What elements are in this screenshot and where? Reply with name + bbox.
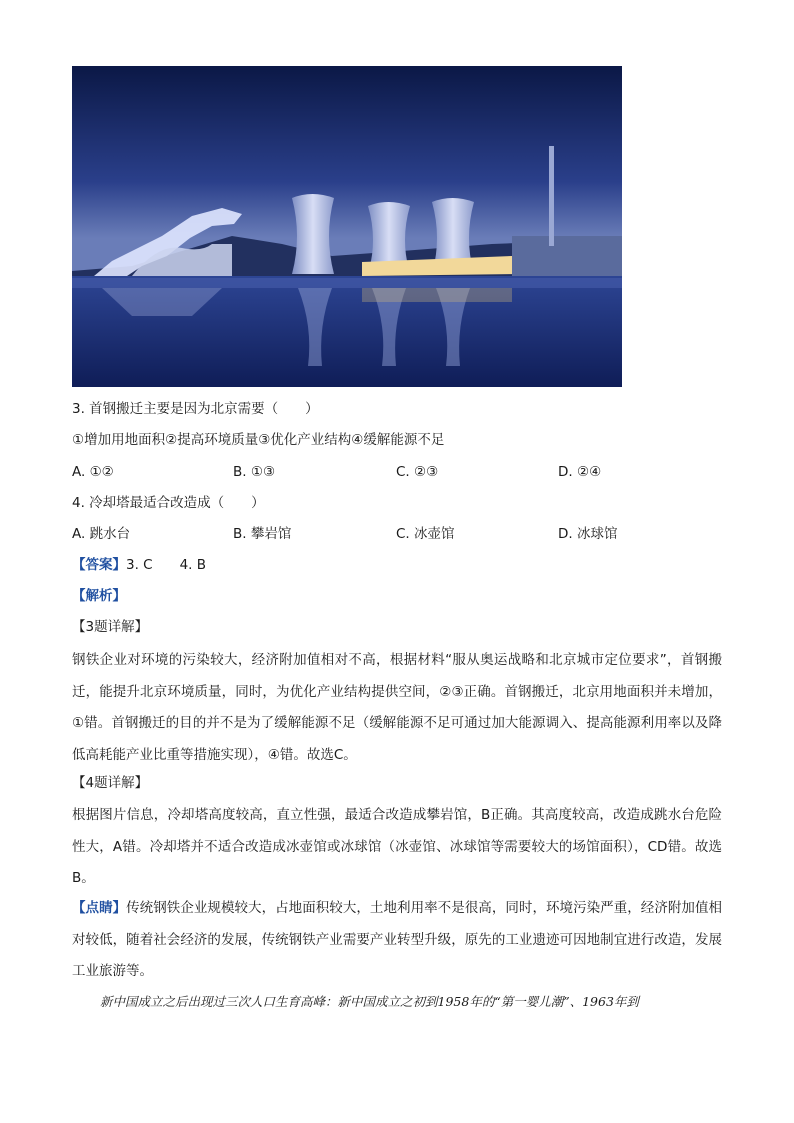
detail-4-label: 【4题详解】 [72, 775, 149, 791]
q3-option-a: A. ①② [72, 464, 114, 480]
footer-note: 新中国成立之后出现过三次人口生育高峰：新中国成立之初到1958年的“第一婴儿潮”、1963年到 [100, 994, 639, 1009]
q3-option-b: B. ①③ [233, 464, 276, 480]
points-label: 【点睛】 [72, 900, 127, 916]
q4-option-a: A. 跳水台 [72, 526, 131, 542]
q3-option-d: D. ②④ [558, 464, 602, 480]
night-photo-of-stadium-and-cooling-towers [72, 66, 622, 387]
q3-option-c: C. ②③ [396, 464, 439, 480]
answer-text: 3. C 4. B [126, 557, 207, 573]
detail-3-label: 【3题详解】 [72, 619, 149, 635]
q4-option-b: B. 攀岩馆 [233, 526, 292, 542]
q4-option-c: C. 冰壶馆 [396, 526, 455, 542]
points-paragraph [72, 893, 722, 988]
stadium-photo [72, 66, 622, 387]
q4-option-d: D. 冰球馆 [558, 526, 618, 542]
points-text: 传统钢铁企业规模较大，占地面积较大，土地利用率不是很高，同时，环境污染严重，经济附加值相对较低，随着社会经济的发展，传统钢铁产业需要产业转型升级，原先的工业遗迹可因地制宜进行改造，发展工业旅游等。 [72, 900, 723, 979]
question-4-stem: 4. 冷却塔最适合改造成（ ） [72, 495, 265, 511]
detail-4-text: 根据图片信息，冷却塔高度较高，直立性强，最适合改造成攀岩馆，B正确。其高度较高，改造成跳水台危险性大，A错。冷却塔并不适合改造成冰壶馆或冰球馆（冰壶馆、冰球馆等需要较大的场馆面积），CD错。故选B。 [72, 807, 722, 886]
detail-3-text: 钢铁企业对环境的污染较大，经济附加值相对不高，根据材料“服从奥运战略和北京城市定位要求”，首钢搬迁，能提升北京环境质量，同时，为优化产业结构提供空间，②③正确。首钢搬迁，北京用地面积并未增加，①错。首钢搬迁的目的并不是为了缓解能源不足（缓解能源不足可通过加大能源调入、提高能源利用率以及降低高耗能产业比重等措施实现），④错。故选C。 [72, 652, 722, 763]
question-3-options [72, 462, 632, 482]
question-3-items: ①增加用地面积②提高环境质量③优化产业结构④缓解能源不足 [72, 432, 445, 448]
answer-line [72, 555, 206, 575]
question-4-options [72, 524, 632, 544]
question-3-stem: 3. 首钢搬迁主要是因为北京需要（ ） [72, 401, 319, 417]
analysis-label: 【解析】 [72, 588, 126, 604]
answer-label: 【答案】 [72, 557, 126, 573]
